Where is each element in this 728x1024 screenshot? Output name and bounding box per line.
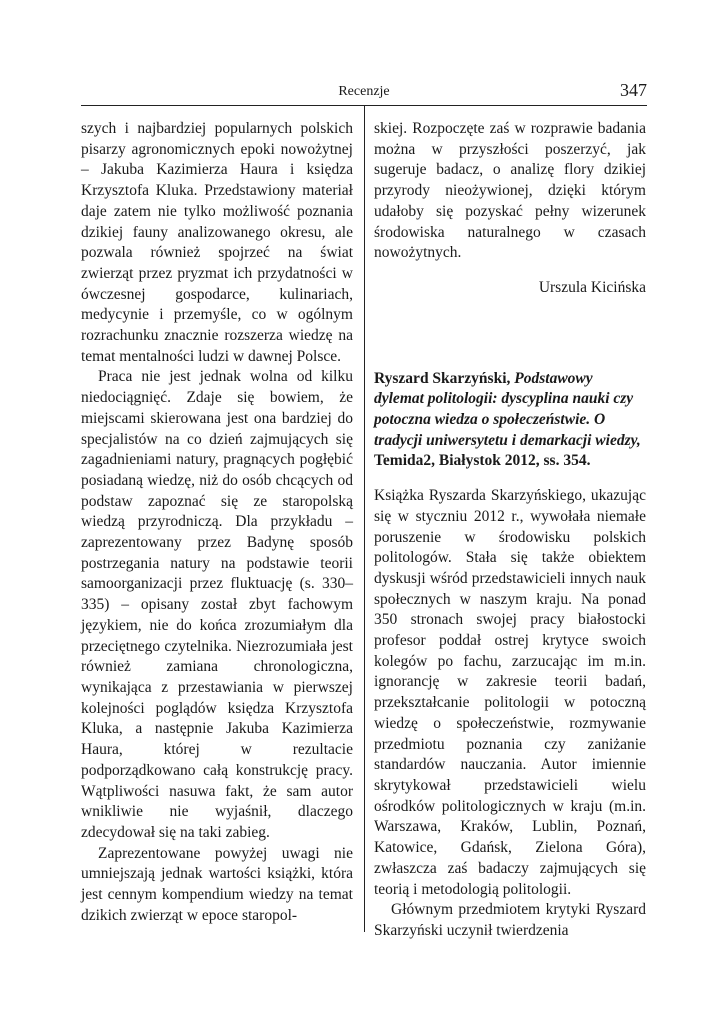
page-number: 347 [620, 80, 647, 100]
paragraph: Książka Ryszarda Skarzyńskiego, ukazując się w styczniu 2012 r., wywołała niemałe poruszenie w środowisku polskich politologów. Stała się także obiektem dyskusji wśród przedstawicieli innych nauk społecznych w naszym kraju. Na ponad 350 stronach swojej pracy białostocki profesor poddał ostrej krytyce swoich kolegów po fachu, zarzucając im m.in. ignorancję w zakresie teorii badań, przekształcanie politologii w potoczną wiedzę o społeczeństwie, rozmywanie przedmiotu poznania czy zaniżanie standardów nauczania. Autor imiennie skrytykował przedstawicieli wielu ośrodków politologicznych w kraju (m.in. Warszawa, Kraków, Lublin, Poznań, Katowice, Gdańsk, Zielona Góra), zwłaszcza zaś badaczy zajmujących się teorią i metodologią politologii. [374, 487, 646, 898]
paragraph: Praca nie jest jednak wolna od kilku niedociągnięć. Zdaje się bowiem, że miejscami skierowana jest ona bardziej do specjalistów na co dzień zajmujących się zagadnieniami natury, pragnących pogłębić posiadaną wiedzę, niż do osób chcących od podstaw zapoznać się ze staropolską wiedzą przyrodniczą. Dla przykładu – zaprezentowany przez Badynę sposób postrzegania natury na podstawie teorii samoorganizacji przez fluktuację (s. 330–335) – opisany został zbyt fachowym językiem, nie do końca zrozumiałym dla przeciętnego czytelnika. Niezrozumiała jest również zamiana chronologiczna, wynikająca z przestawiania w pierwszej kolejności poglądów księdza Krzysztofa Kluka, a następnie Jakuba Kazimierza Haura, której w rezultacie podporządkowano całą konstrukcję pracy. Wątpliwości nasuwa fakt, że sam autor wnikliwie nie wyjaśnił, dlaczego zdecydował się na taki zabieg. [81, 368, 353, 841]
review-book-title: Podstawowy dylemat politologii: dyscyplina nauki czy potoczna wiedza o społeczeństwie. O tradycji uniwersytetu i demarkacji wiedzy, [374, 369, 641, 449]
review-book-author: Ryszard Skarzyński, [374, 369, 511, 387]
paragraph: Zaprezentowane powyżej uwagi nie umniejszają jednak wartości książki, która jest cennym kompendium wiedzy na temat dzikich zwierząt w epoce staropol- [81, 844, 353, 924]
page-header [81, 80, 647, 104]
review-signature: Urszula Kicińska [538, 278, 646, 296]
paragraph: szych i najbardziej popularnych polskich pisarzy agronomicznych epoki nowożytnej – Jakuba Kazimierza Haura i księdza Krzysztofa Kluka. Przedstawiony materiał daje zatem nie tylko możliwość poznania dzikiej fauny analizowanego okresu, ale pozwala również spojrzeć na świat zwierząt przez pryzmat ich przydatności w ówczesnej gospodarce, kulinariach, medycynie i przemyśle, co w ogólnym rozrachunku znacznie rozszerza wiedzę na temat mentalności ludzi w dawnej Polsce. [81, 120, 353, 365]
running-head: Recenzje [338, 84, 390, 99]
left-column [81, 119, 353, 926]
review-book-publisher: Temida2, Białystok 2012, ss. 354. [374, 452, 591, 470]
paragraph: Głównym przedmiotem krytyki Ryszard Skarzyński uczynił twierdzenia [374, 901, 646, 939]
column-separator [364, 105, 365, 932]
review-heading [374, 369, 646, 473]
right-column [374, 119, 646, 942]
paragraph: skiej. Rozpoczęte zaś w rozprawie badania można w przyszłości poszerzyć, jak sugeruje badacz, o analizę flory dzikiej przyrody nieożywionej, dzięki którym udałoby się pozyskać pełny wizerunek środowiska naturalnego w czasach nowożytnych. [374, 120, 646, 262]
